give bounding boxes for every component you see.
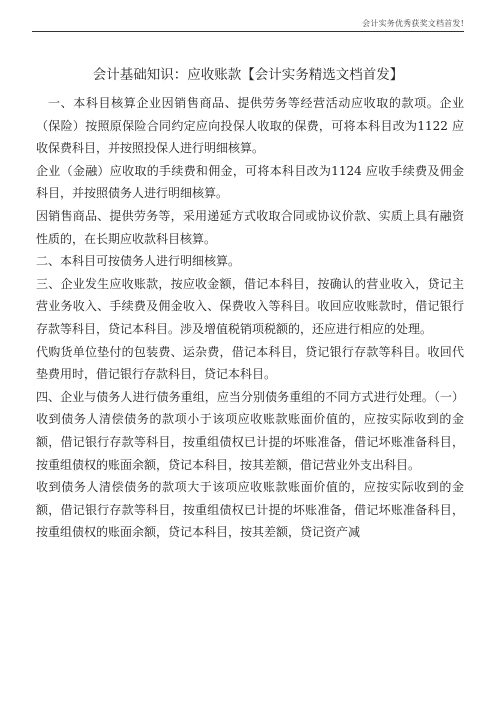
paragraph-section-3: 三、企业发生应收账款，按应收金额，借记本科目，按确认的营业收入，贷记主营业务收入、手续费及佣金收入、保费收入等科目。收回应收账款时，借记银行存款等科目，贷记本科目。涉及增值税销项税额的，还应进行相应的处理。 <box>36 276 464 336</box>
header-divider <box>32 31 464 32</box>
page-header-watermark: 会计实务优秀获奖文档首发! <box>362 19 464 28</box>
document-title: 会计基础知识：应收账款【会计实务精选文档首发】 <box>92 67 404 83</box>
paragraph-advance-costs: 代购货单位垫付的包装费、运杂费，借记本科目，贷记银行存款等科目。收回代垫费用时，借记银行存款科目，贷记本科目。 <box>36 344 464 382</box>
document-body <box>36 92 464 544</box>
paragraph-repayment-greater: 收到债务人清偿债务的款项大于该项应收账款账面价值的，应按实际收到的金额，借记银行存款等科目，按重组债权已计提的坏账准备，借记坏账准备科目，按重组债权的账面余额，贷记本科目，按其差额，贷记资产减 <box>36 480 464 540</box>
paragraph-section-4: 四、企业与债务人进行债务重组，应当分别债务重组的不同方式进行处理。（一）收到债务人清偿债务的款项小于该项应收账款账面价值的，应按实际收到的金额，借记银行存款等科目，按重组债权已计提的坏账准备，借记坏账准备科目，按重组债权的账面余额，贷记本科目，按其差额，借记营业外支出科目。 <box>36 389 464 472</box>
paragraph-section-2: 二、本科目可按债务人进行明细核算。 <box>36 254 241 269</box>
paragraph-financial-fees: 企业（金融）应收取的手续费和佣金，可将本科目改为1124 应收手续费及佣金科目，并按照债务人进行明细核算。 <box>36 163 464 201</box>
paragraph-deferred-payment: 因销售商品、提供劳务等，采用递延方式收取合同或协议价款、实质上具有融资性质的，在长期应收款科目核算。 <box>36 208 464 246</box>
paragraph-section-1: 一、本科目核算企业因销售商品、提供劳务等经营活动应收取的款项。企业（保险）按照原保险合同约定应向投保人收取的保费，可将本科目改为1122 应收保费科目，并按照投保人进行明细核算。 <box>36 96 464 156</box>
